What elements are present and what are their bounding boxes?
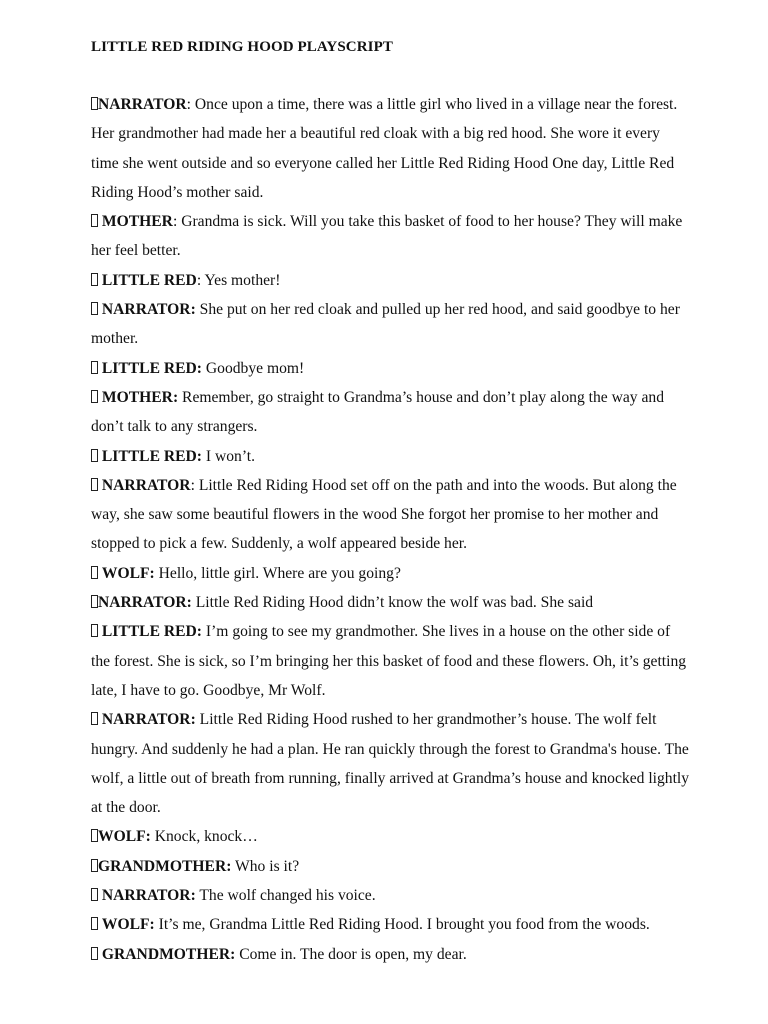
checkbox-glyph-icon <box>91 566 98 579</box>
script-line <box>91 940 691 969</box>
speaker-separator: : <box>186 96 195 113</box>
dialogue-text: Little Red Riding Hood rushed to her grandmother’s house. The wolf felt hungry. And suddenly he had a plan. He ran quickly through the forest to Grandma's house. The wolf, a little out of breath from running, finally arrived at Grandma’s house and knocked lightly at the door. <box>91 711 690 817</box>
speaker-name: LITTLE RED <box>101 271 197 289</box>
dialogue-text: Yes mother! <box>204 271 281 289</box>
speaker-name: NARRATOR <box>98 96 187 113</box>
checkbox-glyph-icon <box>91 947 98 960</box>
dialogue-text: Who is it? <box>235 857 300 875</box>
dialogue-text: Remember, go straight to Grandma’s house and don’t play along the way and don’t talk to any strangers. <box>91 388 664 436</box>
checkbox-glyph-icon <box>91 390 98 403</box>
speaker-name: MOTHER: <box>101 388 179 406</box>
script-line <box>91 266 691 295</box>
script-line <box>91 588 691 617</box>
checkbox-glyph-icon <box>91 917 98 930</box>
dialogue-text: The wolf changed his voice. <box>199 887 376 905</box>
speaker-separator: : <box>172 213 182 231</box>
script-line <box>91 471 691 559</box>
script-line <box>91 354 691 383</box>
script-line <box>91 617 691 705</box>
speaker-name: WOLF: <box>98 828 151 846</box>
dialogue-text: Hello, little girl. Where are you going? <box>158 564 401 582</box>
dialogue-text: Grandma is sick. Will you take this basket of food to her house? They will make her feel better. <box>91 213 683 260</box>
speaker-name: NARRATOR <box>101 476 191 494</box>
speaker-name: NARRATOR: <box>101 711 196 729</box>
dialogue-text: Come in. The door is open, my dear. <box>239 945 467 963</box>
playscript-body <box>91 90 691 969</box>
script-line <box>91 559 691 588</box>
checkbox-glyph-icon <box>91 478 98 491</box>
checkbox-glyph-icon <box>91 361 98 374</box>
script-line <box>91 822 691 851</box>
speaker-name: NARRATOR: <box>101 887 196 905</box>
dialogue-text: It’s me, Grandma Little Red Riding Hood. I brought you food from the woods. <box>158 916 650 934</box>
checkbox-glyph-icon <box>91 449 98 462</box>
speaker-name: MOTHER <box>101 213 173 231</box>
speaker-name: LITTLE RED: <box>101 447 202 465</box>
checkbox-glyph-icon <box>91 888 98 901</box>
dialogue-text: I won’t. <box>205 447 255 465</box>
script-line <box>91 383 691 442</box>
document-title: LITTLE RED RIDING HOOD PLAYSCRIPT <box>91 39 393 55</box>
speaker-name: NARRATOR: <box>101 301 196 319</box>
speaker-separator: : <box>196 271 205 289</box>
script-line <box>91 705 691 822</box>
speaker-name: NARRATOR: <box>98 594 192 612</box>
checkbox-glyph-icon <box>91 273 98 286</box>
dialogue-text: Knock, knock… <box>154 828 258 846</box>
checkbox-glyph-icon <box>91 829 98 842</box>
speaker-separator: : <box>190 476 199 494</box>
script-line <box>91 442 691 471</box>
checkbox-glyph-icon <box>91 595 98 608</box>
speaker-name: GRANDMOTHER: <box>98 857 232 875</box>
script-line <box>91 207 691 266</box>
checkbox-glyph-icon <box>91 302 98 315</box>
script-line <box>91 295 691 354</box>
script-line <box>91 881 691 910</box>
checkbox-glyph-icon <box>91 624 98 637</box>
dialogue-text: Little Red Riding Hood set off on the path and into the woods. But along the way, she saw some beautiful flowers in the wood She forgot her promise to her mother and stopped to pick a few. Suddenly, a wolf appeared beside her. <box>91 476 677 553</box>
dialogue-text: Once upon a time, there was a little girl who lived in a village near the forest. Her grandmother had made her a beautiful red cloak with a big red hood. She wore it every time she went outside and so everyone called her Little Red Riding Hood One day, Little Red Riding Hood’s mother said. <box>91 96 678 201</box>
speaker-name: LITTLE RED: <box>101 623 202 641</box>
script-line <box>91 910 691 939</box>
dialogue-text: Little Red Riding Hood didn’t know the wolf was bad. She said <box>195 594 594 612</box>
speaker-name: LITTLE RED: <box>101 359 202 377</box>
dialogue-text: I’m going to see my grandmother. She lives in a house on the other side of the forest. She is sick, so I’m bringing her this basket of food and these flowers. Oh, it’s getting late, I have to go. Goodbye, Mr Wolf. <box>91 623 687 699</box>
speaker-name: WOLF: <box>101 916 155 934</box>
checkbox-glyph-icon <box>91 859 98 872</box>
checkbox-glyph-icon <box>91 712 98 725</box>
speaker-name: WOLF: <box>101 564 155 582</box>
dialogue-text: Goodbye mom! <box>205 359 305 377</box>
dialogue-text: She put on her red cloak and pulled up her red hood, and said goodbye to her mother. <box>91 301 680 348</box>
script-line <box>91 852 691 881</box>
checkbox-glyph-icon <box>91 97 98 110</box>
script-line <box>91 90 691 207</box>
speaker-name: GRANDMOTHER: <box>101 945 236 963</box>
checkbox-glyph-icon <box>91 214 98 227</box>
